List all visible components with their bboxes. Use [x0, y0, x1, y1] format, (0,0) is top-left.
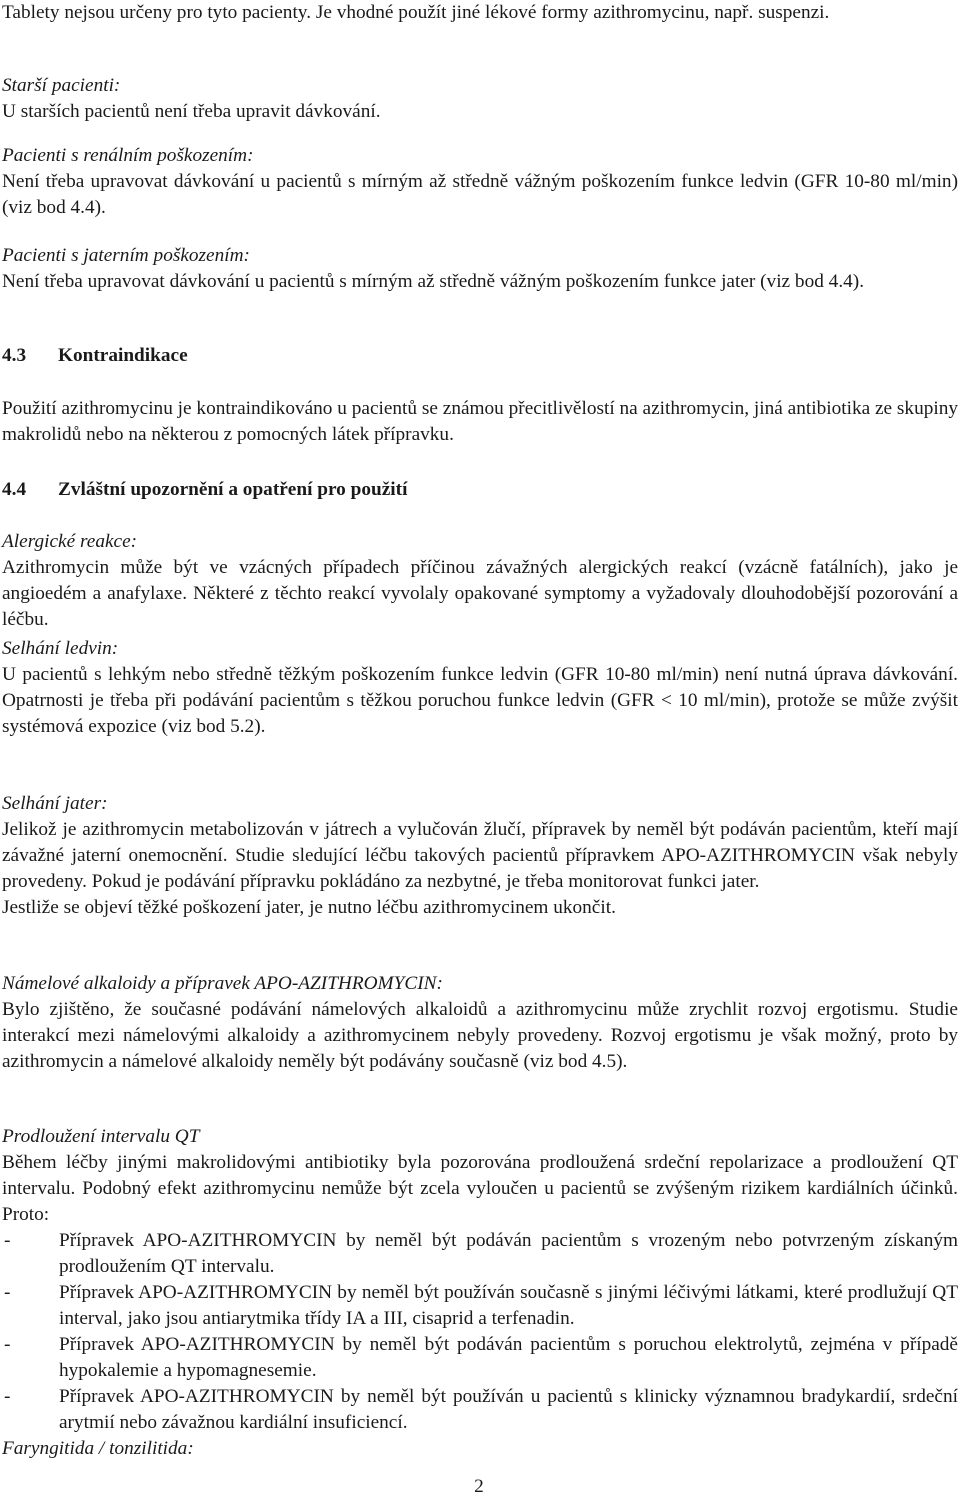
dash-marker: -	[4, 1386, 11, 1407]
hepatic-text: Není třeba upravovat dávkování u pacientů s mírným až středně vážným poškozením funkce jater (viz bod 4.4).	[2, 271, 865, 292]
qt-bullet-item	[2, 1332, 958, 1384]
qt-bullet-item	[2, 1384, 958, 1436]
liver-failure-block	[2, 791, 958, 921]
renal-failure-text: U pacientů s lehkým nebo středně těžkým poškozením funkce ledvin (GFR 10-80 ml/min) není nutná úprava dávkování. Opatrnosti je třeba při podávání pacientům s těžkou poruchou funkce ledvin (GFR < 10 ml/min), protože se může zvýšit systémová expozice (viz bod 5.2).	[2, 664, 958, 737]
section-4-4-number: 4.4	[2, 479, 27, 500]
section-4-3-title: Kontraindikace	[58, 345, 188, 366]
qt-bullet-text: Přípravek APO-AZITHROMYCIN by neměl být podáván pacientům s vrozeným nebo potvrzeným získaným prodloužením QT intervalu.	[59, 1230, 958, 1277]
ergot-label: Námelové alkaloidy a přípravek APO-AZITHROMYCIN:	[2, 973, 443, 994]
section-4-4-title: Zvláštní upozornění a opatření pro použití	[58, 479, 408, 500]
allergic-label: Alergické reakce:	[2, 531, 138, 552]
renal-text: Není třeba upravovat dávkování u pacientů s mírným až středně vážným poškozením funkce ledvin (GFR 10-80 ml/min) (viz bod 4.4).	[2, 171, 958, 218]
qt-bullet-item	[2, 1228, 958, 1280]
page-number: 2	[474, 1476, 484, 1497]
contraindication-text: Použití azithromycinu je kontraindikováno u pacientů se známou přecitlivělostí na azithromycin, jiná antibiotika ze skupiny makrolidů nebo na některou z pomocných látek přípravku.	[2, 398, 958, 445]
liver-failure-text: Jelikož je azithromycin metabolizován v játrech a vylučován žlučí, přípravek by neměl být podáván pacientům, kteří mají závažné jaterní onemocnění. Studie sledující léčbu takových pacientů přípravkem APO-AZITHROMYCIN však nebyly provedeny. Pokud je podávání přípravku pokládáno za nezbytné, je třeba monitorovat funkci jater.	[2, 819, 958, 892]
pharyngitis-label: Faryngitida / tonzilitida:	[2, 1438, 194, 1459]
hepatic-label: Pacienti s jaterním poškozením:	[2, 245, 250, 266]
qt-bullet-list	[2, 1228, 958, 1436]
allergic-text: Azithromycin může být ve vzácných případech příčinou závažných alergických reakcí (vzácně fatálních), jako je angioedém a anafylaxe. Některé z těchto reakcí vyvolaly opakované symptomy a vyžadovaly dlouhodobější pozorování a léčbu.	[2, 557, 958, 630]
qt-bullet-text: Přípravek APO-AZITHROMYCIN by neměl být používán u pacientů s klinicky významnou bradykardií, srdeční arytmií nebo závažnou kardiální insuficiencí.	[59, 1386, 958, 1433]
liver-failure-label: Selhání jater:	[2, 793, 108, 814]
allergic-block	[2, 529, 958, 633]
qt-label: Prodloužení intervalu QT	[2, 1126, 200, 1147]
renal-failure-label: Selhání ledvin:	[2, 638, 119, 659]
dash-marker: -	[4, 1334, 11, 1355]
dash-marker: -	[4, 1282, 11, 1303]
renal-label: Pacienti s renálním poškozením:	[2, 145, 254, 166]
section-4-3-number: 4.3	[2, 345, 27, 366]
renal-block	[2, 143, 958, 221]
qt-bullet-text: Přípravek APO-AZITHROMYCIN by neměl být podáván pacientům s poruchou elektrolytů, zejména v případě hypokalemie a hypomagnesemie.	[59, 1334, 958, 1381]
qt-bullet-text: Přípravek APO-AZITHROMYCIN by neměl být používán současně s jinými léčivými látkami, které prodlužují QT interval, jako jsou antiarytmika třídy IA a III, cisaprid a terfenadin.	[59, 1282, 958, 1329]
qt-bullet-item	[2, 1280, 958, 1332]
ergot-block	[2, 971, 958, 1075]
section-4-3-heading	[2, 343, 188, 369]
intro-paragraph: Tablety nejsou určeny pro tyto pacienty. Je vhodné použít jiné lékové formy azithromycinu, např. suspenzi.	[2, 2, 830, 23]
qt-text: Během léčby jinými makrolidovými antibiotiky byla pozorována prodloužená srdeční repolarizace a prodloužení QT intervalu. Podobný efekt azithromycinu nemůže být zcela vyloučen u pacientů se zvýšeným rizikem kardiálních účinků. Proto:	[2, 1152, 958, 1225]
elderly-text: U starších pacientů není třeba upravit dávkování.	[2, 101, 381, 122]
liver-failure-text-2: Jestliže se objeví těžké poškození jater, je nutno léčbu azithromycinem ukončit.	[2, 897, 616, 918]
qt-block	[2, 1124, 958, 1462]
renal-failure-block	[2, 636, 958, 740]
hepatic-block	[2, 243, 958, 295]
section-4-4-heading	[2, 477, 407, 503]
elderly-label: Starší pacienti:	[2, 75, 121, 96]
elderly-block	[2, 73, 958, 125]
dash-marker: -	[4, 1230, 11, 1251]
ergot-text: Bylo zjištěno, že současné podávání námelových alkaloidů a azithromycinu může zrychlit rozvoj ergotismu. Studie interakcí mezi námelovými alkaloidy a azithromycinem nebyly provedeny. Rozvoj ergotismu je však možný, proto by azithromycin a námelové alkaloidy neměly být podávány současně (viz bod 4.5).	[2, 999, 958, 1072]
